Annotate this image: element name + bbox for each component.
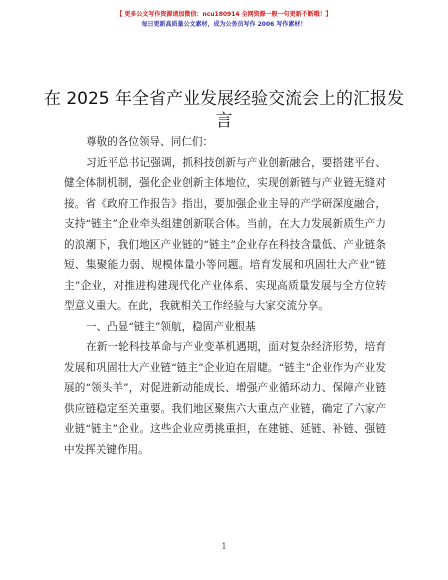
promo-banner-line-1: 【 更多公文写作资源请加微信：ncu180914 全网资源一般一句更新不断哦！】 — [116, 11, 332, 18]
section-heading-1: 一、凸显“链主”领航，稳固产业根基 — [86, 320, 256, 333]
document-body — [64, 132, 386, 460]
document-title: 在 2025 年全省产业发展经验交流会上的汇报发言 — [43, 89, 405, 131]
paragraph-section-1: 在新一轮科技革命与产业变革机遇期，面对复杂经济形势，培育发展和巩固壮大产业链“链主”企业迫在眉睫。“链主”企业作为产业发展的“领头羊”，对促进新动能成长、增强产业循环动力、保障产业链供应链稳定至关重要。我们地区聚焦六大重点产业链，确定了六家产业链“链主”企业。这些企业应勇挑重担，在建链、延链、补链、强链中发挥关键作用。 — [64, 341, 386, 456]
promo-banner — [96, 10, 352, 30]
promo-banner-line-2: 每日更新高质量公文素材，成为公务员写作 2006 写作素材！ — [141, 21, 307, 28]
paragraph-intro: 习近平总书记强调，抓科技创新与产业创新融合，要搭建平台、健全体制机制，强化企业创新主体地位，实现创新链与产业链无缝对接。省《政府工作报告》指出，要加强企业主导的产学研深度融合，支持“链主”企业牵头组建创新联合体。当前，在大力发展新质生产力的浪潮下，我们地区产业链的“链主”企业存在科技含量低、产业链条短、集聚能力弱、规模体量小等问题。培育发展和巩固壮大产业“链主”企业，对推进构建现代化产业体系、实现高质量发展与全方位转型意义重大。在此，我就相关工作经验与大家交流分享。 — [64, 156, 386, 312]
salutation: 尊敬的各位领导、同仁们： — [86, 136, 214, 148]
page-number: 1 — [221, 542, 227, 551]
